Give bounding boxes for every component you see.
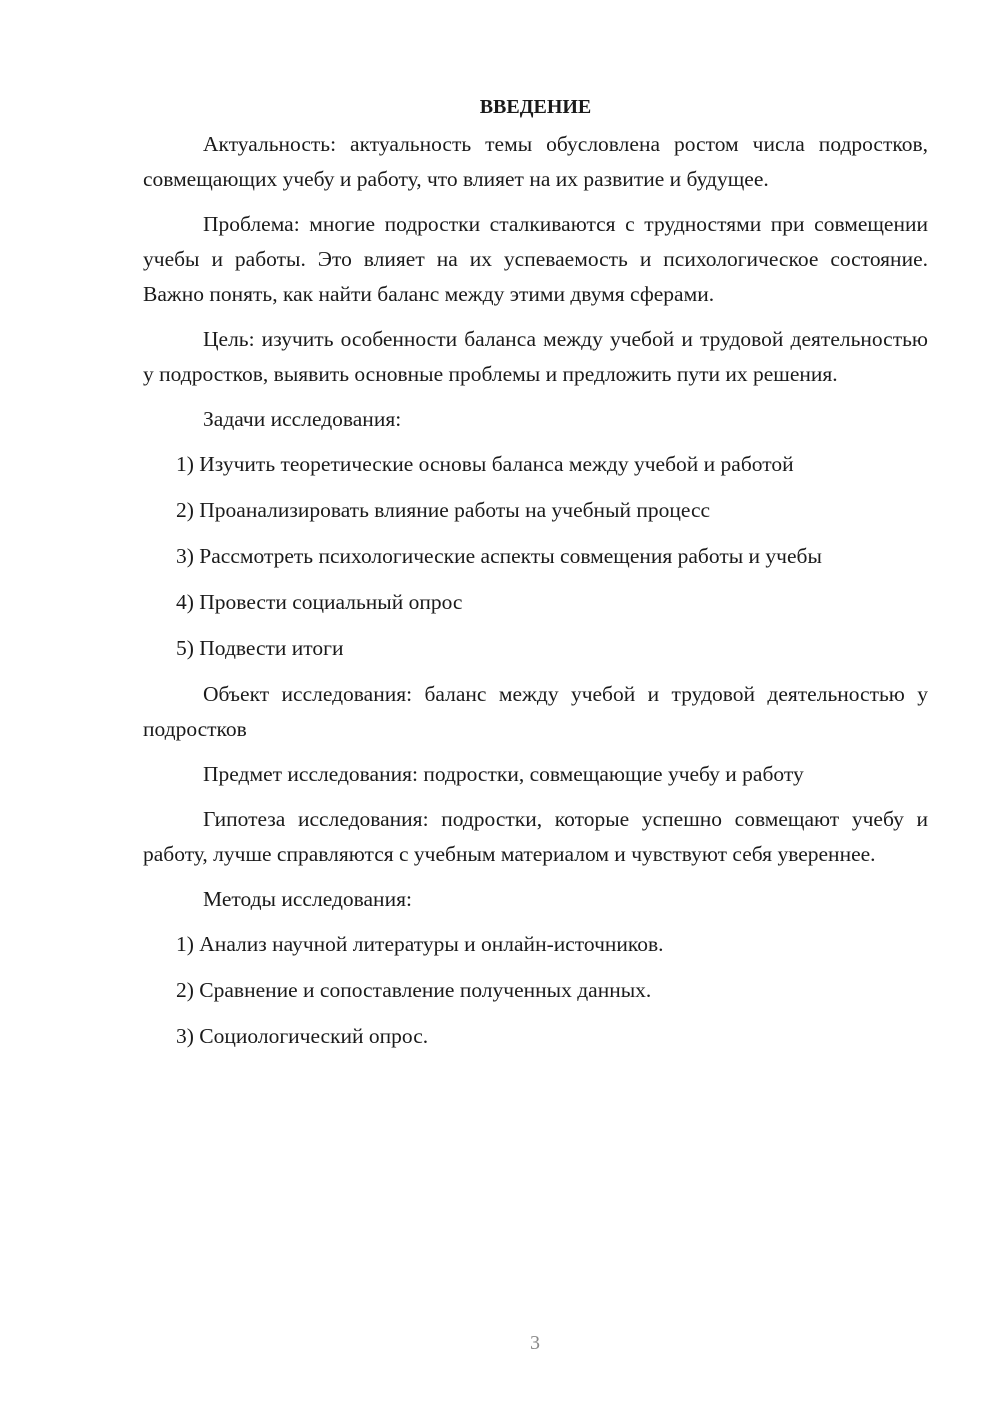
methods-list — [143, 927, 928, 1054]
task-item-2: 2) Проанализировать влияние работы на учебный процесс — [176, 498, 711, 522]
section-title: ВВЕДЕНИЕ — [479, 96, 592, 118]
methods-heading: Методы исследования: — [203, 887, 412, 911]
task-item-4: 4) Провести социальный опрос — [176, 590, 463, 614]
object-paragraph: Объект исследования: баланс между учебой и трудовой деятельностью у подростков — [143, 682, 928, 741]
method-item-3: 3) Социологический опрос. — [176, 1024, 429, 1048]
method-item-2: 2) Сравнение и сопоставление полученных данных. — [176, 978, 652, 1002]
subject-paragraph: Предмет исследования: подростки, совмещающие учебу и работу — [203, 762, 804, 786]
relevance-paragraph: Актуальность: актуальность темы обусловлена ростом числа подростков, совмещающих учебу и работу, что влияет на их развитие и будущее. — [143, 132, 928, 191]
task-item-1: 1) Изучить теоретические основы баланса между учебой и работой — [176, 452, 794, 476]
tasks-list — [143, 447, 928, 666]
goal-paragraph: Цель: изучить особенности баланса между учебой и трудовой деятельностью у подростков, выявить основные проблемы и предложить пути их решения. — [143, 327, 928, 386]
task-item-5: 5) Подвести итоги — [176, 636, 344, 660]
document-page — [143, 90, 928, 1065]
task-item-3: 3) Рассмотреть психологические аспекты совмещения работы и учебы — [176, 544, 822, 568]
page-number: 3 — [530, 1332, 540, 1354]
problem-paragraph: Проблема: многие подростки сталкиваются с трудностями при совмещении учебы и работы. Это влияет на их успеваемость и психологическое состояние. Важно понять, как найти баланс между этими двумя сферами. — [143, 212, 928, 306]
tasks-heading: Задачи исследования: — [203, 407, 402, 431]
hypothesis-paragraph: Гипотеза исследования: подростки, которые успешно совмещают учебу и работу, лучше справляются с учебным материалом и чувствуют себя увереннее. — [143, 807, 928, 866]
method-item-1: 1) Анализ научной литературы и онлайн-источников. — [176, 932, 664, 956]
